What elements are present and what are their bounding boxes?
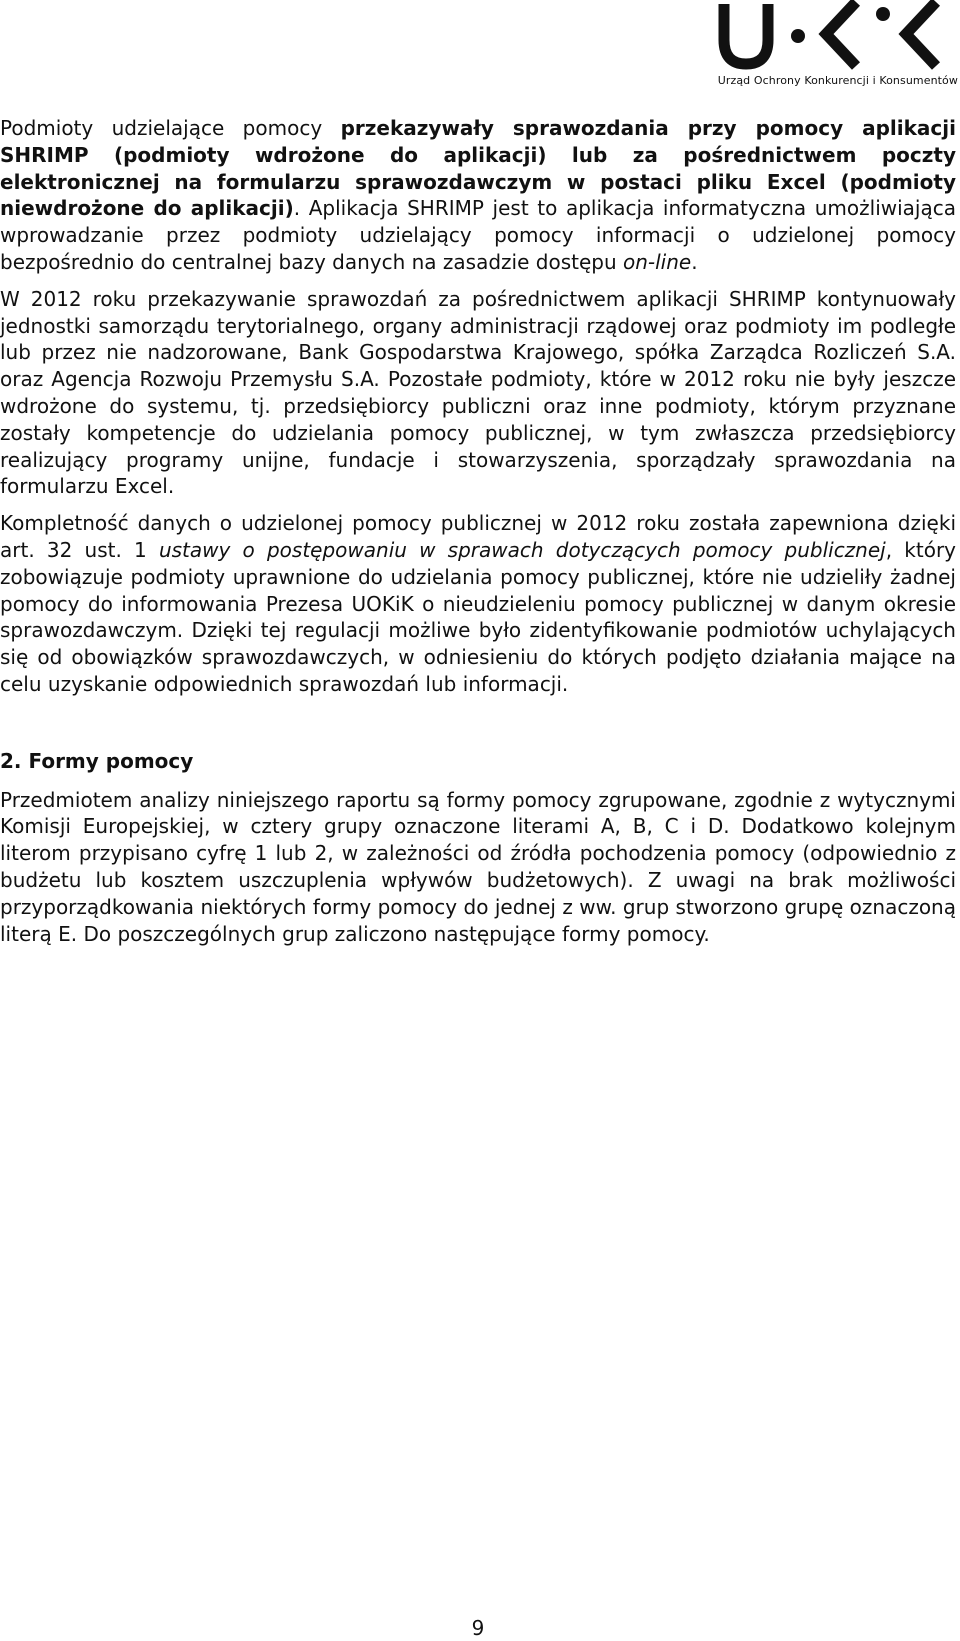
section-spacer (0, 708, 956, 748)
paragraph-bold-text: przekazywały sprawozdania przy pomocy aplikacji SHRIMP (podmioty wdrożone do aplikacji) lub za pośrednictwem poczty elektronicznej na formularzu sprawozdawczym w postaci pliku Excel (podmioty niewdrożone do aplikacji) (0, 116, 956, 221)
paragraph-text: . Aplikacja SHRIMP jest to aplikacja informatyczna umożliwiająca wprowadzanie przez podmioty udzielający pomocy informacji o udzielonej pomocy bezpośrednio do centralnej bazy danych na zasadzie dostępu (0, 196, 957, 274)
paragraph-shrimp-2012: W 2012 roku przekazywanie sprawozdań za pośrednictwem aplikacji SHRIMP kontynuowały jednostki samorządu terytorialnego, organy administracji rządowej oraz podmioty im podległe lub przez nie nadzorowane, Bank Gospodarstwa Krajowego, spółka Zarządca Rozliczeń S.A. oraz Agencja Rozwoju Przemysłu S.A. Pozostałe podmioty, które w 2012 roku nie były jeszcze wdrożone do systemu, tj. przedsiębiorcy publiczni oraz inne podmioty, którym przyznane zostały kompetencje do udzielania pomocy publicznej, w tym zwłaszcza przedsiębiorcy realizujący programy unijne, fundacje i stowarzyszenia, sporządzały sprawozdania na formularzu Excel. (0, 286, 956, 499)
uokik-logo (712, 0, 960, 92)
paragraph-text: , który zobowiązuje podmioty uprawnione do udzielania pomocy publicznej, które nie udzieliły żadnej pomocy do informowania Prezesa UOKiK o nieudzieleniu pomocy publicznej w danym okresie sprawozdawczym. Dzięki tej regulacji możliwe było zidentyfikowanie podmiotów uchylających się od obowiązków sprawozdawczych, w odniesieniu do których podjęto działania mające na celu uzyskanie odpowiednich sprawozdań lub informacji. (0, 537, 957, 696)
paragraph-text: Kompletność danych o udzielonej pomocy publicznej w 2012 roku została zapewniona dzięki art. 32 ust. 1 (0, 511, 956, 562)
uokik-logo-mark (718, 0, 954, 70)
paragraph-text: . (691, 249, 698, 274)
logo-caption: Urząd Ochrony Konkurencji i Konsumentów (717, 74, 958, 87)
paragraph-italic-text: on-line (623, 249, 692, 274)
paragraph-reporting-channels (0, 115, 956, 276)
paragraph-forms-of-aid: Przedmiotem analizy niniejszego raportu są formy pomocy zgrupowane, zgodnie z wytycznymi Komisji Europejskiej, w cztery grupy oznaczone literami A, B, C i D. Dodatkowo kolejnym literom przypisano cyfrę 1 lub 2, w zależności od źródła pochodzenia pomocy (odpowiednio z budżetu lub kosztem uszczuplenia wpływów budżetowych). Z uwagi na brak możliwości przyporządkowania niektórych formy pomocy do jednej z ww. grup stworzono grupę oznaczoną literą E. Do poszczególnych grup zaliczono następujące formy pomocy. (0, 787, 956, 946)
section-heading: 2. Formy pomocy (0, 748, 194, 773)
paragraph-completeness (0, 510, 956, 698)
document-body (0, 115, 956, 957)
statute-title: ustawy o postępowaniu w sprawach dotyczących pomocy publicznej (158, 537, 886, 562)
page-number: 9 (471, 1616, 485, 1640)
paragraph-text: Podmioty udzielające pomocy (0, 116, 341, 140)
